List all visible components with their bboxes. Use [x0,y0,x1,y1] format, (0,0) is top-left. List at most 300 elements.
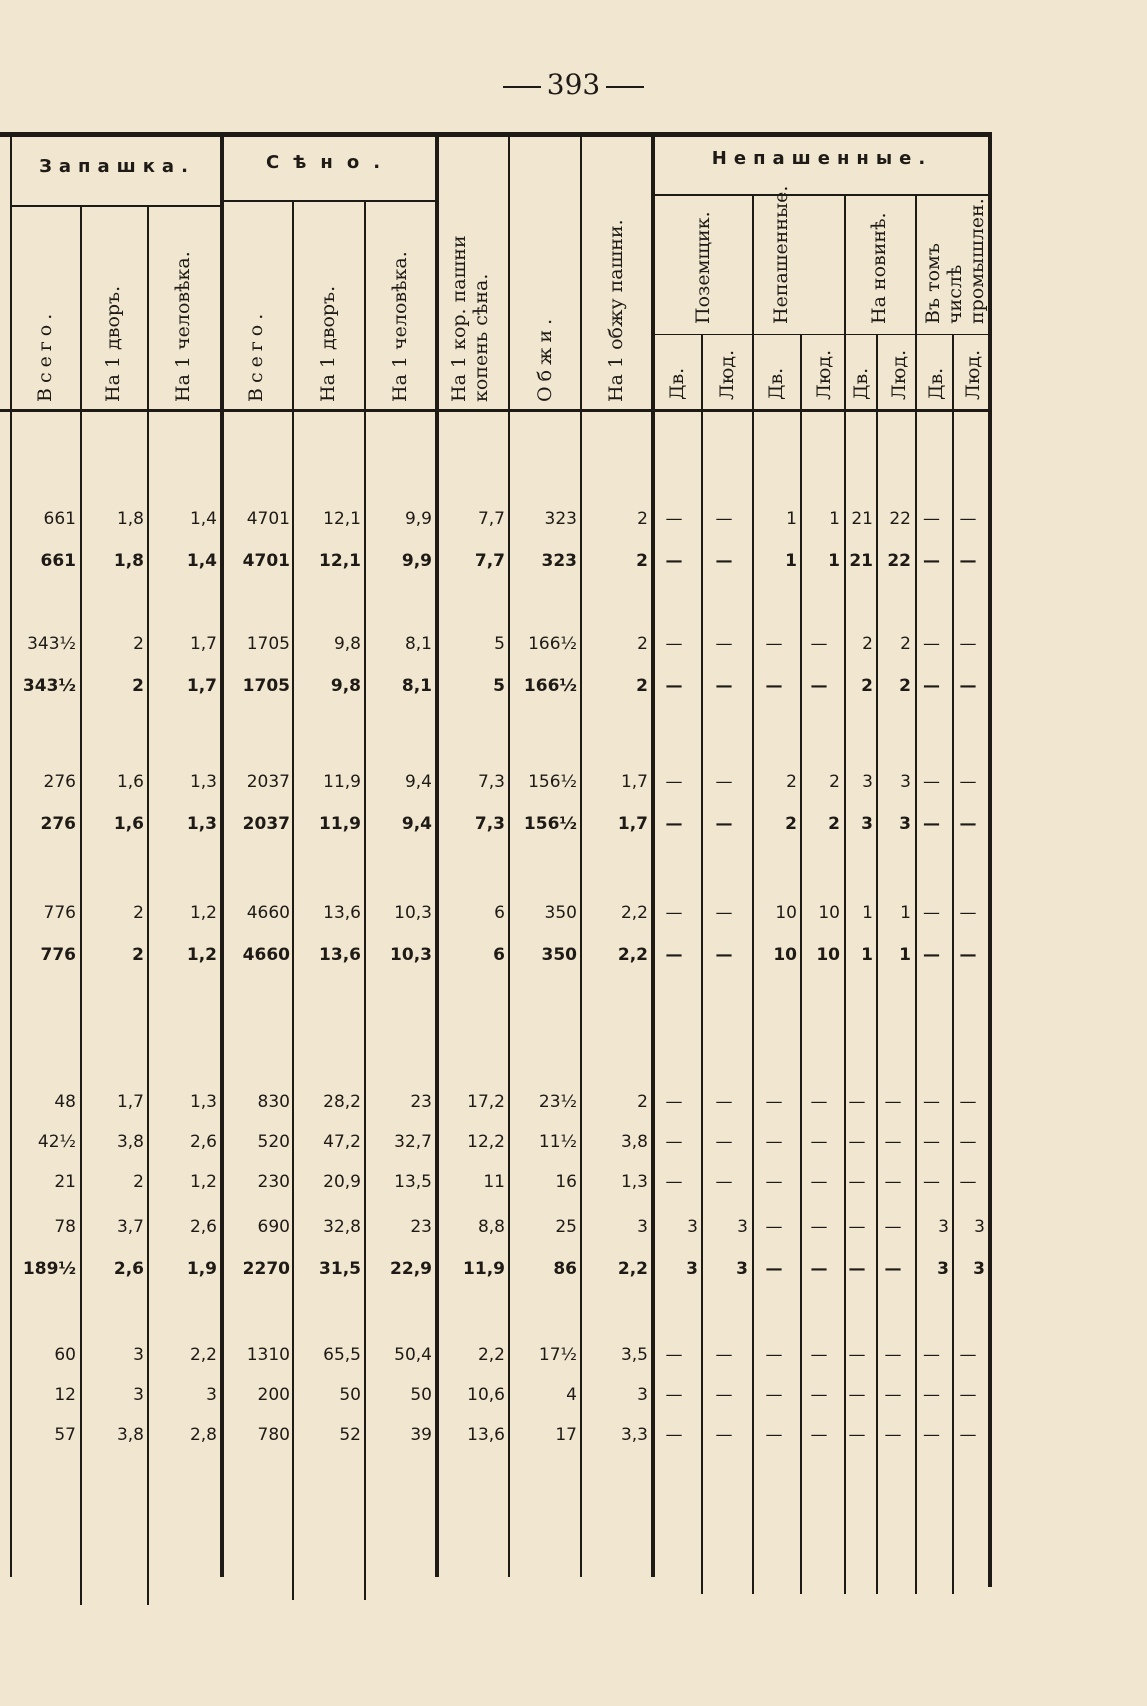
table-cell: — [765,1425,783,1445]
table-row [0,1087,992,1117]
table-cell: 13,6 [467,1425,505,1445]
table-cell: — [765,1259,783,1279]
table-cell: 8,1 [404,634,432,654]
table-cell: 17,2 [467,1092,505,1112]
table-cell: 9,8 [333,634,361,654]
table-cell: 166½ [528,634,577,654]
table-cell: 8,8 [477,1217,505,1237]
table-cell: 2037 [242,814,290,834]
table-cell: 2,8 [189,1425,217,1445]
table-cell: 776 [40,945,76,965]
table-cell: 1 [900,903,911,923]
table-cell: 13,6 [323,903,361,923]
table-cell: 1,6 [113,814,144,834]
table-cell: — [810,1132,828,1152]
subheader-dv: Дв. [765,367,787,400]
table-cell: 3,8 [116,1132,144,1152]
table-cell: — [848,1259,866,1279]
table-cell: 1,6 [116,772,144,792]
table-cell: — [923,814,940,834]
table-cell: 78 [54,1217,76,1237]
table-cell: — [959,814,977,834]
table-cell: 12,1 [323,509,361,529]
subheader-dv: Дв. [925,367,947,400]
table-cell: — [884,1172,902,1192]
table-cell: — [665,1092,683,1112]
table-cell: 3 [133,1345,144,1365]
table-cell: 661 [43,509,76,529]
table-cell: 11,9 [463,1259,505,1279]
table-cell: — [884,1345,902,1365]
table-cell: 5 [493,676,505,696]
table-cell: 4 [566,1385,577,1405]
table-cell: 1 [899,945,911,965]
group-header-seno: Сѣно. [265,152,395,173]
table-cell: 3 [861,814,873,834]
table-cell: 1,3 [189,1092,217,1112]
table-cell: 7,3 [474,814,505,834]
table-cell: 1310 [246,1345,290,1365]
table-cell: — [715,1172,733,1192]
table-cell: 2,2 [189,1345,217,1365]
table-cell: — [665,1425,683,1445]
table-cell: — [884,1092,902,1112]
table-cell: 28,2 [323,1092,361,1112]
table-cell: 12,1 [319,551,361,571]
table-cell: 21 [54,1172,76,1192]
table-cell: — [765,1172,783,1192]
col-header-zapashka-per-household: На 1 дворъ. [102,285,124,402]
table-cell: — [665,1345,683,1365]
table-cell: 350 [541,945,577,965]
table-cell: — [923,1385,940,1405]
table-row [0,629,992,659]
table-row [0,504,992,534]
table-cell: 3 [899,814,911,834]
table-cell: 23 [410,1217,432,1237]
table-cell: 3 [133,1385,144,1405]
table-cell: — [959,1092,977,1112]
table-cell: — [810,1217,828,1237]
table-cell: 1,4 [189,509,217,529]
table-cell: 343½ [22,676,76,696]
page-number-value: 393 [546,68,601,101]
table-cell: 9,4 [404,772,432,792]
table-cell: 10,3 [394,903,432,923]
table-cell: 1 [862,903,873,923]
table-cell: 17½ [538,1345,577,1365]
table-cell: 166½ [523,676,577,696]
table-cell: — [765,1345,783,1365]
table-cell: 11,9 [319,814,361,834]
table-cell: 11,9 [323,772,361,792]
table-cell: 7,3 [477,772,505,792]
table-cell: 10,6 [467,1385,505,1405]
subheader-lyud: Люд. [888,349,910,400]
table-cell: 86 [553,1259,577,1279]
table-cell: 13,5 [394,1172,432,1192]
table-cell: 1,8 [116,509,144,529]
table-cell: — [884,1132,902,1152]
table-cell: 17 [555,1425,577,1445]
table-cell: 3 [973,1259,985,1279]
table-cell: 2,2 [477,1345,505,1365]
table-cell: 3 [206,1385,217,1405]
table-row [0,898,992,928]
table-cell: — [848,1172,866,1192]
table-cell: 1,2 [189,903,217,923]
table-cell: — [665,1172,683,1192]
table-cell: — [810,676,828,696]
table-cell: 50 [410,1385,432,1405]
table-cell: 10,3 [390,945,432,965]
col-header-kopen-per-korobya: На 1 кор. пашни копень сѣна. [448,235,492,402]
table-cell: — [923,634,940,654]
table-cell: — [959,772,977,792]
table-row [0,546,992,576]
table-cell: 4701 [246,509,290,529]
table-cell: 2 [637,1092,648,1112]
table-cell: — [923,1172,940,1192]
table-row [0,1167,992,1197]
table-cell: 1705 [242,676,290,696]
table-cell: 12 [54,1385,76,1405]
table-row [0,809,992,839]
col-header-promyshlen: Въ томъ числѣ промышлен. [922,198,988,324]
table-cell: 10 [818,903,840,923]
table-cell: — [923,1425,940,1445]
table-cell: 32,8 [323,1217,361,1237]
table-cell: 60 [54,1345,76,1365]
table-cell: 3 [736,1259,748,1279]
page-number [0,68,1147,101]
table-cell: 1,2 [189,1172,217,1192]
table-cell: — [665,1132,683,1152]
table-row [0,1340,992,1370]
table-cell: — [715,1132,733,1152]
table-cell: 16 [555,1172,577,1192]
table-cell: 2 [636,551,648,571]
table-cell: 21 [851,509,873,529]
table-cell: — [959,1345,977,1365]
table-cell: 11 [483,1172,505,1192]
table-cell: 3 [938,1217,949,1237]
table-cell: 1,4 [186,551,217,571]
table-cell: 1,7 [617,814,648,834]
table-cell: 8,1 [401,676,432,696]
table-cell: 2,2 [620,903,648,923]
subheader-lyud: Люд. [716,349,738,400]
table-cell: — [923,1092,940,1112]
table-cell: — [810,1425,828,1445]
table-cell: — [665,903,683,923]
table-cell: 830 [257,1092,290,1112]
table-cell: 21 [849,551,873,571]
table-cell: — [665,551,683,571]
table-cell: 7,7 [477,509,505,529]
table-cell: — [665,772,683,792]
table-cell: 3 [900,772,911,792]
table-cell: — [848,1345,866,1365]
table-cell: — [715,509,733,529]
col-header-seno-total: Всего. [245,308,267,402]
table-cell: 200 [257,1385,290,1405]
table-cell: 3,5 [620,1345,648,1365]
table-cell: 10 [816,945,840,965]
statistics-table [0,132,992,1587]
table-cell: — [715,772,733,792]
table-cell: 1,7 [620,772,648,792]
table-cell: 661 [40,551,76,571]
table-cell: — [923,945,940,965]
table-cell: 276 [43,772,76,792]
table-cell: — [848,1217,866,1237]
table-cell: 7,7 [474,551,505,571]
table-cell: — [765,676,783,696]
col-header-pozemshchik: Поземщик. [692,211,714,324]
table-cell: — [715,676,733,696]
table-cell: — [848,1385,866,1405]
table-cell: 3,3 [620,1425,648,1445]
table-cell: 2 [132,676,144,696]
table-cell: 3 [687,1217,698,1237]
col-header-seno-per-household: На 1 дворъ. [317,285,339,402]
table-cell: 1 [828,551,840,571]
table-cell: 2 [637,509,648,529]
table-cell: — [923,772,940,792]
table-cell: 5 [494,634,505,654]
table-cell: 50,4 [394,1345,432,1365]
table-cell: 13,6 [319,945,361,965]
table-cell: — [715,634,733,654]
table-cell: — [884,1217,902,1237]
table-cell: 2 [862,634,873,654]
table-cell: 23 [410,1092,432,1112]
table-cell: 2 [829,772,840,792]
table-cell: — [884,1425,902,1445]
table-cell: 25 [555,1217,577,1237]
table-cell: 3 [637,1217,648,1237]
table-cell: — [959,634,977,654]
col-header-zapashka-per-person: На 1 человѣка. [172,251,194,402]
table-cell: 4660 [242,945,290,965]
table-cell: 1 [829,509,840,529]
table-cell: 1,7 [186,676,217,696]
table-cell: 57 [54,1425,76,1445]
table-cell: 156½ [523,814,577,834]
table-cell: 2037 [246,772,290,792]
table-cell: 189½ [22,1259,76,1279]
table-cell: — [765,1092,783,1112]
table-cell: 1,7 [189,634,217,654]
table-cell: — [810,1092,828,1112]
table-cell: 31,5 [319,1259,361,1279]
table-cell: — [715,1345,733,1365]
table-cell: 9,8 [330,676,361,696]
table-cell: — [665,1385,683,1405]
table-cell: 47,2 [323,1132,361,1152]
table-cell: 6 [494,903,505,923]
seno-underline [224,200,436,202]
table-cell: 1 [785,551,797,571]
table-cell: — [715,903,733,923]
table-cell: — [959,945,977,965]
table-cell: — [765,634,783,654]
table-cell: 230 [257,1172,290,1192]
table-row [0,671,992,701]
table-row [0,1420,992,1450]
table-cell: 6 [493,945,505,965]
subheader-lyud: Люд. [813,349,835,400]
table-cell: — [715,814,733,834]
table-row [0,1212,992,1242]
table-cell: 1,8 [113,551,144,571]
table-cell: 2,6 [113,1259,144,1279]
table-cell: 22 [887,551,911,571]
col-header-seno-per-person: На 1 человѣка. [389,251,411,402]
table-cell: 1,7 [116,1092,144,1112]
table-cell: — [810,634,828,654]
table-cell: 2 [133,1172,144,1192]
table-cell: 276 [40,814,76,834]
table-cell: 3 [637,1385,648,1405]
table-cell: — [848,1425,866,1445]
table-cell: 2270 [242,1259,290,1279]
table-cell: — [665,814,683,834]
table-row [0,1127,992,1157]
table-cell: — [959,509,977,529]
table-cell: — [715,551,733,571]
table-cell: — [810,1259,828,1279]
table-cell: — [884,1385,902,1405]
table-cell: 4701 [242,551,290,571]
table-cell: 2 [900,634,911,654]
table-cell: 350 [544,903,577,923]
table-cell: — [923,676,940,696]
table-cell: 1705 [246,634,290,654]
table-cell: 1,3 [189,772,217,792]
table-cell: — [959,1425,977,1445]
table-cell: 3 [974,1217,985,1237]
table-cell: 1 [861,945,873,965]
group-header-zapashka: Запашка. [39,156,195,177]
table-cell: 2,6 [189,1217,217,1237]
table-cell: — [848,1092,866,1112]
table-cell: 2,2 [617,945,648,965]
table-cell: — [848,1132,866,1152]
table-row [0,940,992,970]
table-cell: — [715,1385,733,1405]
table-cell: 2 [132,945,144,965]
table-cell: — [959,676,977,696]
table-cell: — [923,1132,940,1152]
table-cell: 2 [133,634,144,654]
col-header-na-novine: На новинѣ. [868,212,890,324]
table-cell: — [923,551,940,571]
table-top-rule [0,132,992,137]
table-cell: 3,8 [620,1132,648,1152]
table-cell: 2 [899,676,911,696]
table-cell: 48 [54,1092,76,1112]
table-cell: 2 [786,772,797,792]
table-cell: 2 [785,814,797,834]
table-cell: 4660 [246,903,290,923]
subheader-dv: Дв. [666,367,688,400]
table-cell: 2 [133,903,144,923]
table-cell: — [923,1345,940,1365]
table-cell: — [715,1425,733,1445]
table-cell: — [715,1092,733,1112]
table-cell: — [959,1385,977,1405]
table-cell: 39 [410,1425,432,1445]
table-cell: 10 [773,945,797,965]
table-cell: — [810,1172,828,1192]
table-cell: 9,9 [404,509,432,529]
table-cell: — [765,1385,783,1405]
table-cell: 2 [861,676,873,696]
table-cell: — [665,634,683,654]
table-cell: 343½ [27,634,76,654]
table-cell: 11½ [538,1132,577,1152]
table-cell: 3 [686,1259,698,1279]
table-cell: 52 [339,1425,361,1445]
table-cell: 9,4 [401,814,432,834]
table-cell: — [959,1132,977,1152]
table-cell: 22 [889,509,911,529]
table-cell: 780 [257,1425,290,1445]
subheader-dv: Дв. [850,367,872,400]
table-cell: — [959,903,977,923]
table-cell: 2,6 [189,1132,217,1152]
table-cell: 32,7 [394,1132,432,1152]
table-cell: 323 [541,551,577,571]
table-cell: 10 [775,903,797,923]
table-cell: 65,5 [323,1345,361,1365]
table-cell: — [923,903,940,923]
table-cell: — [959,1172,977,1192]
table-cell: — [715,945,733,965]
table-cell: — [810,1345,828,1365]
zapashka-underline [10,205,220,207]
table-cell: 3,8 [116,1425,144,1445]
table-cell: 1,9 [186,1259,217,1279]
table-row [0,1380,992,1410]
group-header-nepashennye: Непашенные. [711,148,933,169]
table-cell: 520 [257,1132,290,1152]
table-cell: 50 [339,1385,361,1405]
table-cell: 12,2 [467,1132,505,1152]
table-cell: 156½ [528,772,577,792]
table-cell: — [665,945,683,965]
table-cell: 1,2 [186,945,217,965]
subheader-lyud: Люд. [962,349,984,400]
col-header-obzhi: Обжи. [534,313,556,402]
table-cell: — [765,1217,783,1237]
table-cell: 3,7 [116,1217,144,1237]
table-cell: 3 [737,1217,748,1237]
table-cell: 9,9 [401,551,432,571]
table-cell: 323 [544,509,577,529]
table-cell: 2 [636,676,648,696]
table-cell: — [765,1132,783,1152]
subheader-rule [653,334,991,335]
table-cell: 1 [786,509,797,529]
col-header-zapashka-total: Всего. [34,308,56,402]
table-cell: 22,9 [390,1259,432,1279]
table-cell: 690 [257,1217,290,1237]
col-header-per-obzha: На 1 обжу пашни. [605,219,627,402]
table-cell: 3 [862,772,873,792]
